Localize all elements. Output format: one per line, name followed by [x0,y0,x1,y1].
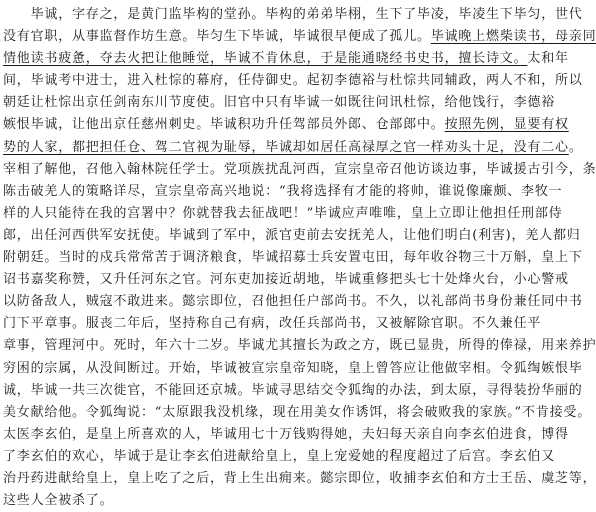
passage-line [3,4,583,26]
text-segment: 诚，毕诚一共三次徙官，不能回还京城。毕诚寻思结交令狐绹的办法，到太原，寻得装扮华丽的 [3,382,583,398]
passage-line [3,269,569,291]
passage-line [3,92,556,114]
text-segment: 样的人只能待在我的宫署中？你就替我去征战吧！”毕诚应声唯唯，皇上立即让他担任刑部侍 [3,205,563,221]
passage-line [3,468,596,490]
passage-line [3,70,583,92]
text-segment: 嫉恨毕诚，让他出京任慈州刺史。毕诚积功升任驾部员外郎、仓部郎中。 [3,117,445,133]
passage-line [3,247,583,269]
passage-line [3,225,581,247]
passage-line [3,380,583,402]
underlined-text: 情他读书疲惫，夺去火把让他睡觉，毕诚不肯休息，于是能通晓经书史书，擅长诗文。 [3,51,528,67]
passage-line [3,114,569,136]
text-segment: 章事，管理河中。死时，年六十二岁。毕诚尤其擅长为政之方，既已显贵，所得的俸禄，用来养护 [3,338,596,354]
passage-line [3,291,583,313]
text-segment: 朝廷让杜悰出京任剑南东川节度使。旧官中只有毕诚一如既往问讯杜悰，给他饯行，李德裕 [3,95,556,111]
text-segment: 太医李玄伯，是皇上所喜欢的人，毕诚用七十万钱购得她，夫妇每天亲自向李玄伯进食，博得 [3,426,569,442]
text-segment: 宰相了解他，召他入翰林院任学士。党项族扰乱河西，宣宗皇帝召他访谈边事，毕诚援古引今，条 [3,161,596,177]
underlined-text: 毕诚晚上燃柴读书，母亲同 [430,29,596,45]
text-segment: 门下平章事。服丧二年后，坚持称自己有病，改任兵部尚书，又被解除官职。不久兼任平 [3,316,542,332]
text-segment: 穷困的宗属，从没间断过。开始，毕诚被宣宗皇帝知晓，皇上曾答应让他做宰相。令狐绹嫉恨毕 [3,360,583,376]
passage-line [3,48,569,70]
text-segment: 间，毕诚考中进士，进入杜悰的幕府，任侍御史。起初李德裕与杜悰共同辅政，两人不和，所以 [3,73,583,89]
text-segment: 。 [568,139,583,155]
passage-line [3,335,596,357]
passage-line [3,313,548,335]
text-segment: 附朝廷。当时的戍兵常常苦于调济粮食，毕诚招募士兵安置屯田，每年收谷物三十万斛，皇上下 [3,250,583,266]
text-segment: 美女献给他。令狐绹说：“太原跟我没机缘，现在用美女作诱饵，将会破败我的家族。”不肯接受。 [3,404,591,420]
text-segment: 郎，出任河西供军安抚使。毕诚到了军中，派官吏前去安抚羌人，让他们明白(利害)，羌人都归 [3,227,581,243]
text-segment: 以防备敌人，贼寇不敢进来。懿宗即位，召他担任户部尚书。不久，以礼部尚书身份兼任同中书 [3,294,583,310]
passage-line [3,203,563,225]
text-segment: 毕诚，字存之，是黄门监毕构的堂孙。毕构的弟弟毕栩，生下了毕凌，毕凌生下毕匀，世代 [3,7,583,22]
text-segment: 了李玄伯的欢心，毕诚于是让李玄伯进献给皇上，皇上宠爱她的程度超过了后宫。李玄伯又 [3,448,556,464]
text-segment: 陈击破羌人的策略详尽，宣宗皇帝高兴地说：“我将选择有才能的将帅，谁说像廉颇、李牧一 [3,183,563,199]
passage-line [3,446,556,468]
passage-line [3,490,548,512]
passage-line [3,181,563,203]
text-segment: 这些人全被杀了。 [3,493,114,509]
passage-line [3,358,583,380]
passage-line [3,137,583,159]
passage-line [3,159,596,181]
passage-line [3,26,596,48]
underlined-text: 按照先例，显要有权 [444,117,569,133]
text-segment: 没有官职，从事监督作坊生意。毕匀生下毕诚，毕诚很早便成了孤儿。 [3,29,431,45]
text-segment: 治丹药进献给皇上，皇上吃了之后，背上生出痈来。懿宗即位，收捕李玄伯和方士王岳、虞芝等， [3,470,596,486]
text-segment: 太和年 [527,51,569,67]
underlined-text: 势的人家，都把担任仓、驾二官视为耻辱，毕诚却如居任高禄厚之官一样劝头十足，没有二心 [3,139,569,155]
passage-line [3,424,569,446]
passage-text [3,4,596,512]
text-segment: 诏书嘉奖称赞，又升任河东之官。河东吏加接近胡地，毕诚重修把头七十处烽火台，小心警戒 [3,272,569,288]
passage-line [3,402,591,424]
